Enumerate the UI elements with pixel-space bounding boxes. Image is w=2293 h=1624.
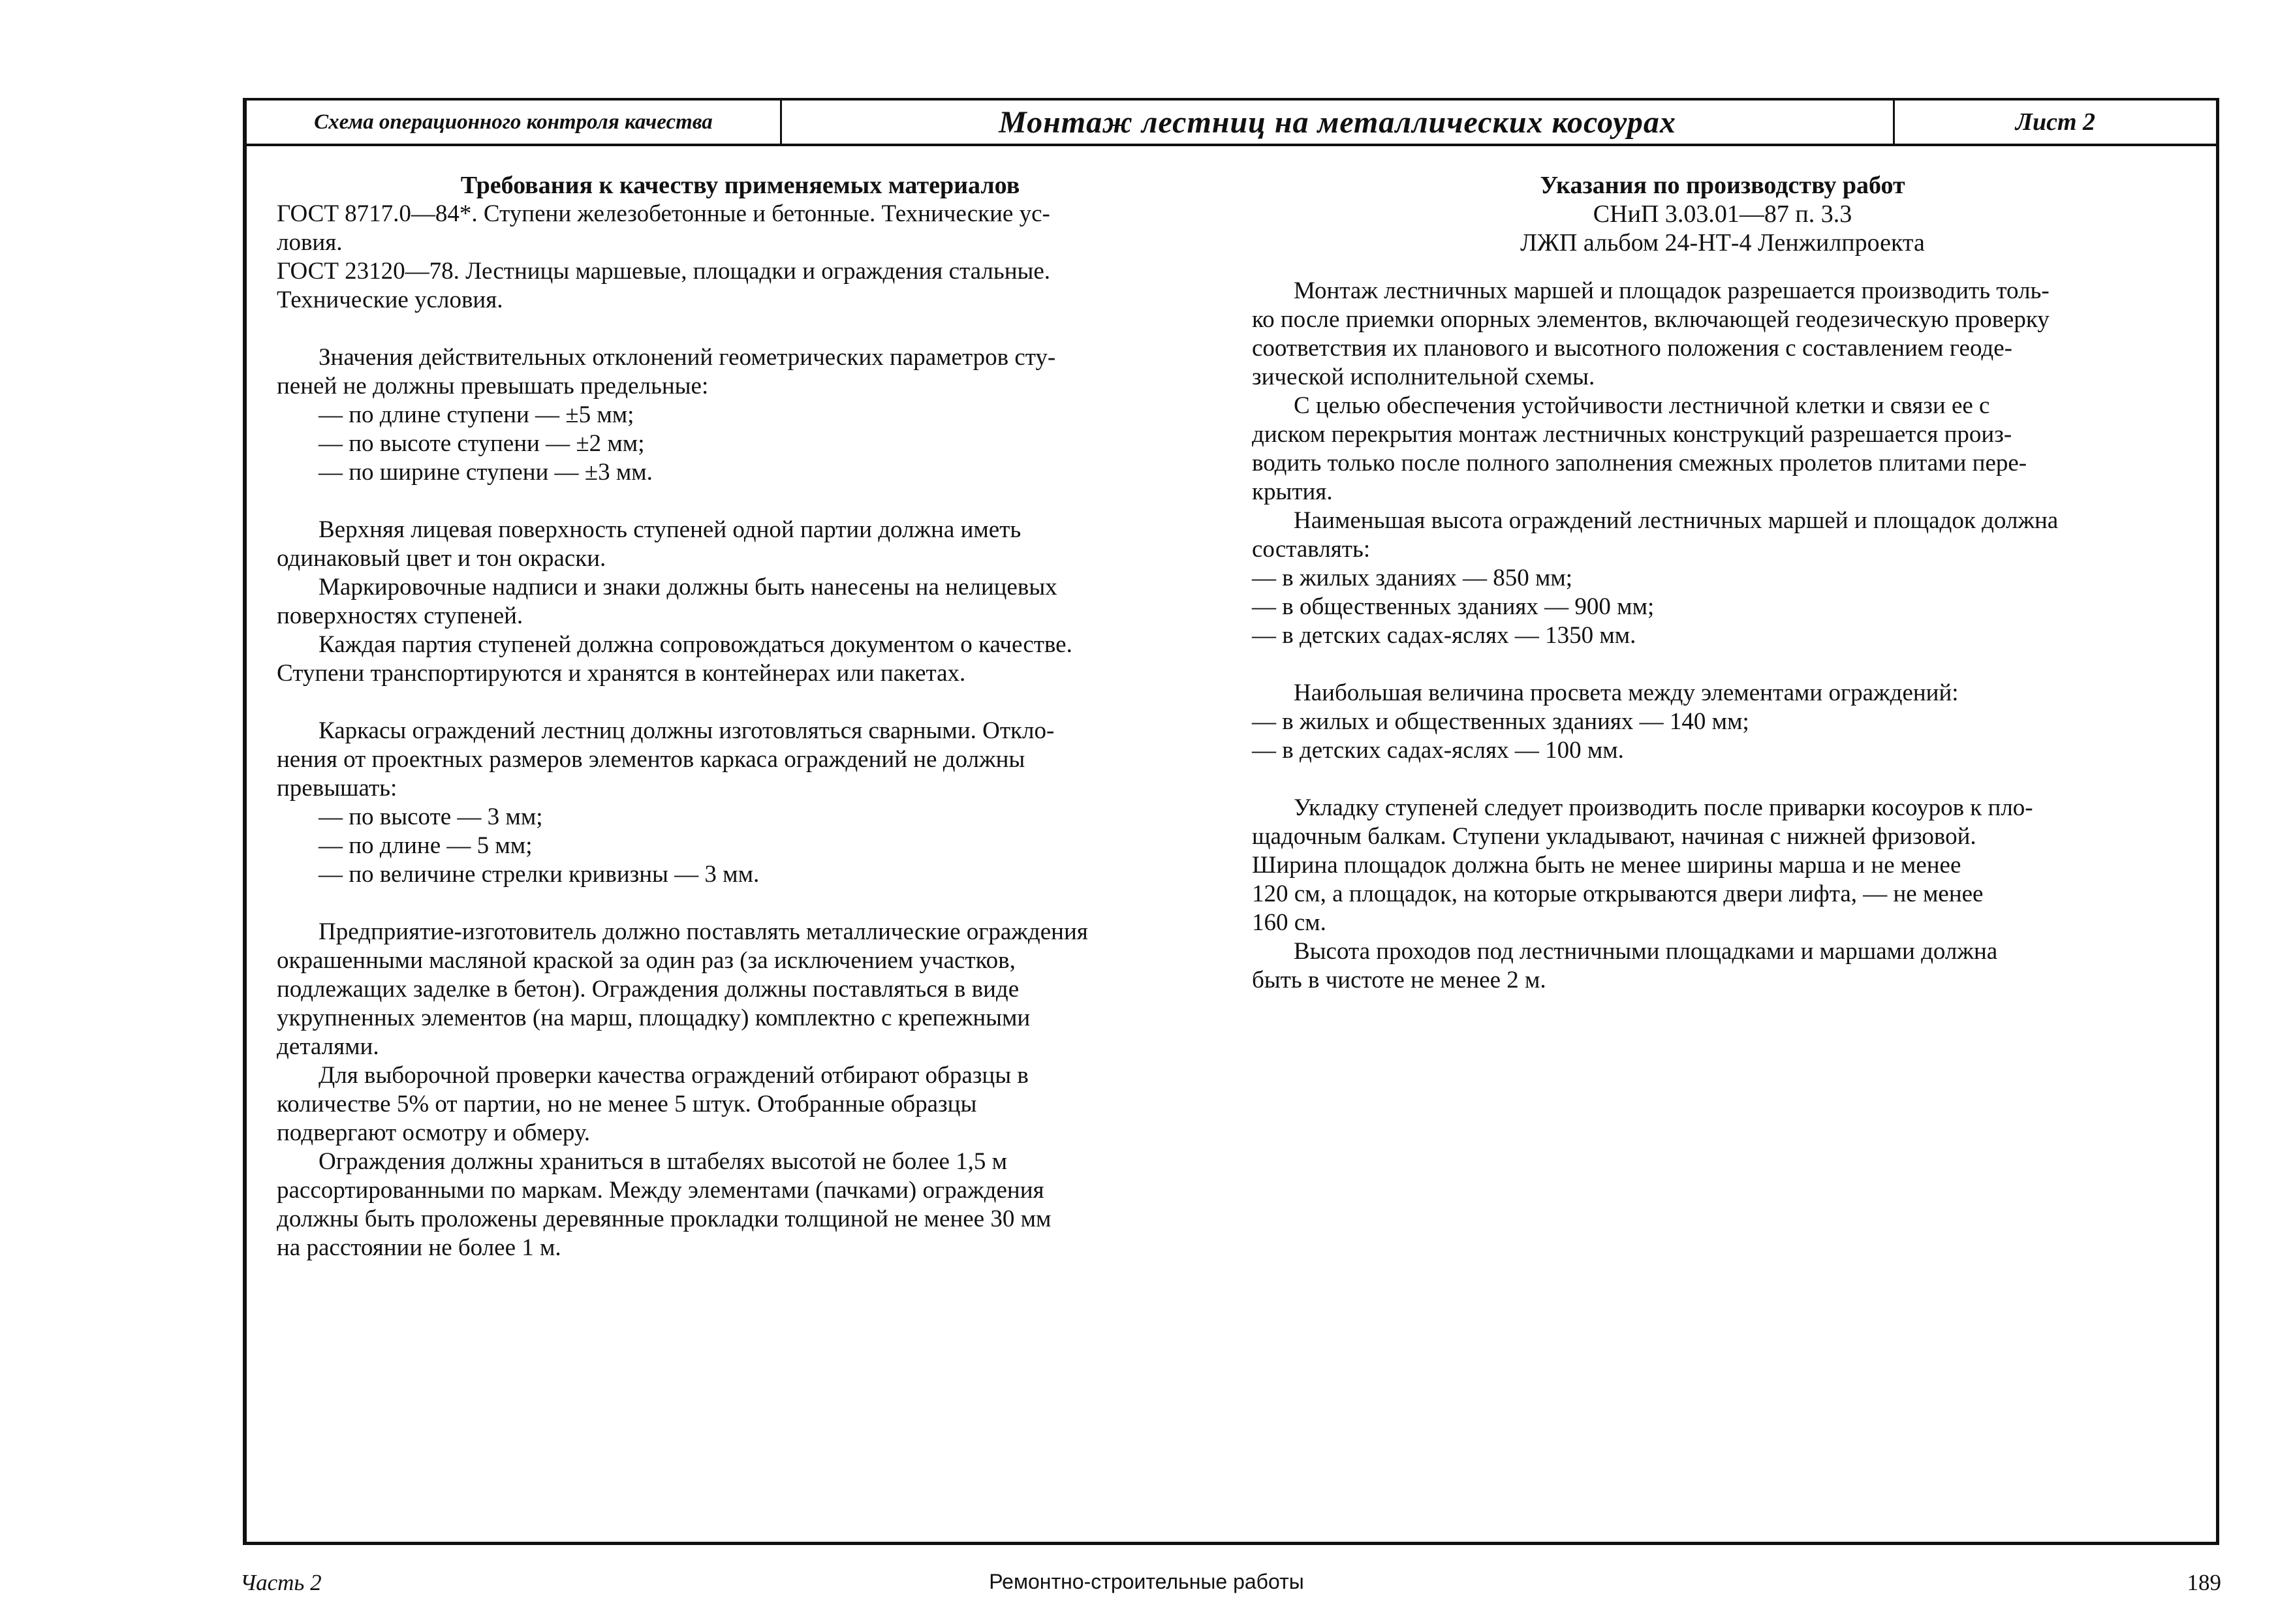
gost-line: ГОСТ 8717.0—84*. Ступени железобетонные и бетонные. Технические ус- (277, 200, 1050, 227)
paragraph-line: ко после приемки опорных элементов, включающей геодезическую проверку (1252, 306, 2050, 333)
paragraph-line: поверхностях ступеней. (277, 602, 523, 629)
materials-quality-section (277, 171, 1204, 1262)
list-item: — в детских садах-яслях — 100 мм. (1252, 737, 1624, 764)
paragraph-line: Ограждения должны храниться в штабелях высотой не более 1,5 м (319, 1148, 1008, 1175)
paragraph-line: щадочным балкам. Ступени укладывают, начиная с нижней фризовой. (1252, 823, 1976, 850)
gost-line: ловия. (277, 229, 343, 256)
paragraph-line: Предприятие-изготовитель должно поставлять металлические ограждения (319, 918, 1088, 945)
list-item: — по высоте ступени — ±2 мм; (319, 430, 645, 457)
paragraph-line: пеней не должны превышать предельные: (277, 373, 709, 399)
list-item: — по высоте — 3 мм; (319, 804, 543, 830)
instructions-heading: Указания по производству работ (1540, 172, 1905, 199)
paragraph-line: подлежащих заделке в бетон). Ограждения должны поставляться в виде (277, 976, 1020, 1003)
list-item: — в детских садах-яслях — 1350 мм. (1252, 622, 1636, 649)
footer-part-label: Часть 2 (240, 1570, 322, 1595)
paragraph-line: быть в чистоте не менее 2 м. (1252, 967, 1546, 993)
paragraph-line: окрашенными масляной краской за один раз (за исключением участков, (277, 947, 1016, 974)
paragraph-line: Каркасы ограждений лестниц должны изготовляться сварными. Откло- (319, 717, 1055, 744)
sheet-number: Лист 2 (2015, 108, 2096, 136)
list-item: — в жилых и общественных зданиях — 140 мм; (1252, 708, 1749, 735)
paragraph-line: Каждая партия ступеней должна сопровождаться документом о качестве. (319, 631, 1072, 658)
paragraph-line: деталями. (277, 1033, 379, 1060)
paragraph-line: Верхняя лицевая поверхность ступеней одной партии должна иметь (319, 516, 1022, 543)
list-item: — по длине ступени — ±5 мм; (319, 401, 634, 428)
list-item: — по длине — 5 мм; (319, 832, 533, 859)
list-item: — по ширине ступени — ±3 мм. (319, 459, 653, 486)
paragraph-line: 160 см. (1252, 909, 1326, 936)
paragraph-line: крытия. (1252, 478, 1333, 505)
paragraph-line: количестве 5% от партии, но не менее 5 штук. Отобранные образцы (277, 1091, 977, 1117)
page-title: Монтаж лестниц на металлических косоурах (782, 101, 1895, 144)
paragraph-line: Маркировочные надписи и знаки должны быть нанесены на нелицевых (319, 574, 1057, 601)
paragraph-line: зической исполнительной схемы. (1252, 364, 1595, 390)
paragraph-line: Высота проходов под лестничными площадками и маршами должна (1294, 938, 1998, 965)
list-item: — по величине стрелки кривизны — 3 мм. (319, 861, 760, 888)
footer-book-title: Ремонтно-строительные работы (989, 1570, 1304, 1593)
paragraph-line: водить только после полного заполнения смежных пролетов плитами пере- (1252, 450, 2027, 476)
paragraph-line: диском перекрытия монтаж лестничных конструкций разрешается произ- (1252, 421, 2012, 448)
gost-line: ГОСТ 23120—78. Лестницы маршевые, площадки и ограждения стальные. (277, 258, 1051, 285)
paragraph-line: Ступени транспортируются и хранятся в контейнерах или пакетах. (277, 660, 966, 687)
paragraph-line: С целью обеспечения устойчивости лестничной клетки и связи ее с (1294, 392, 1990, 419)
paragraph-line: превышать: (277, 775, 398, 802)
paragraph-line: Монтаж лестничных маршей и площадок разрешается производить толь- (1294, 277, 2050, 304)
list-item: — в общественных зданиях — 900 мм; (1252, 593, 1655, 620)
doc-type-label: Схема операционного контроля качества (247, 101, 782, 144)
gost-line: Технические условия. (277, 287, 503, 313)
paragraph-line: Значения действительных отклонений геометрических параметров сту- (319, 344, 1056, 371)
paragraph-line: подвергают осмотру и обмеру. (277, 1119, 590, 1146)
paragraph-line: укрупненных элементов (на марш, площадку) комплектно с крепежными (277, 1005, 1031, 1031)
paragraph-line: Укладку ступеней следует производить после приварки косоуров к пло- (1294, 794, 2033, 821)
paragraph-line: рассортированными по маркам. Между элементами (пачками) ограждения (277, 1177, 1044, 1204)
paragraph-line: должны быть проложены деревянные прокладки толщиной не менее 30 мм (277, 1206, 1052, 1232)
materials-heading: Требования к качеству применяемых материалов (460, 172, 1020, 199)
list-item: — в жилых зданиях — 850 мм; (1252, 565, 1573, 591)
work-instructions-section (1252, 171, 2193, 995)
paragraph-line: соответствия их планового и высотного положения с составлением геоде- (1252, 335, 2012, 362)
page-number: 189 (2187, 1570, 2221, 1595)
title-block (247, 101, 2216, 146)
paragraph-line: Наименьшая высота ограждений лестничных маршей и площадок должна (1294, 507, 2059, 534)
paragraph-line: 120 см, а площадок, на которые открываются двери лифта, — не менее (1252, 881, 1984, 907)
paragraph-line: нения от проектных размеров элементов каркаса ограждений не должны (277, 746, 1025, 773)
paragraph-line: Для выборочной проверки качества ограждений отбирают образцы в (319, 1062, 1029, 1089)
sheet-frame (243, 98, 2219, 1545)
norm-reference: СНиП 3.03.01—87 п. 3.3 (1593, 200, 1852, 228)
paragraph-line: составлять: (1252, 536, 1371, 563)
paragraph-line: Ширина площадок должна быть не менее ширины марша и не менее (1252, 852, 1961, 879)
paragraph-line: на расстоянии не более 1 м. (277, 1234, 561, 1261)
album-reference: ЛЖП альбом 24-НТ-4 Ленжилпроекта (1520, 229, 1925, 257)
paragraph-line: одинаковый цвет и тон окраски. (277, 545, 606, 572)
paragraph-line: Наибольшая величина просвета между элементами ограждений: (1294, 679, 1959, 706)
